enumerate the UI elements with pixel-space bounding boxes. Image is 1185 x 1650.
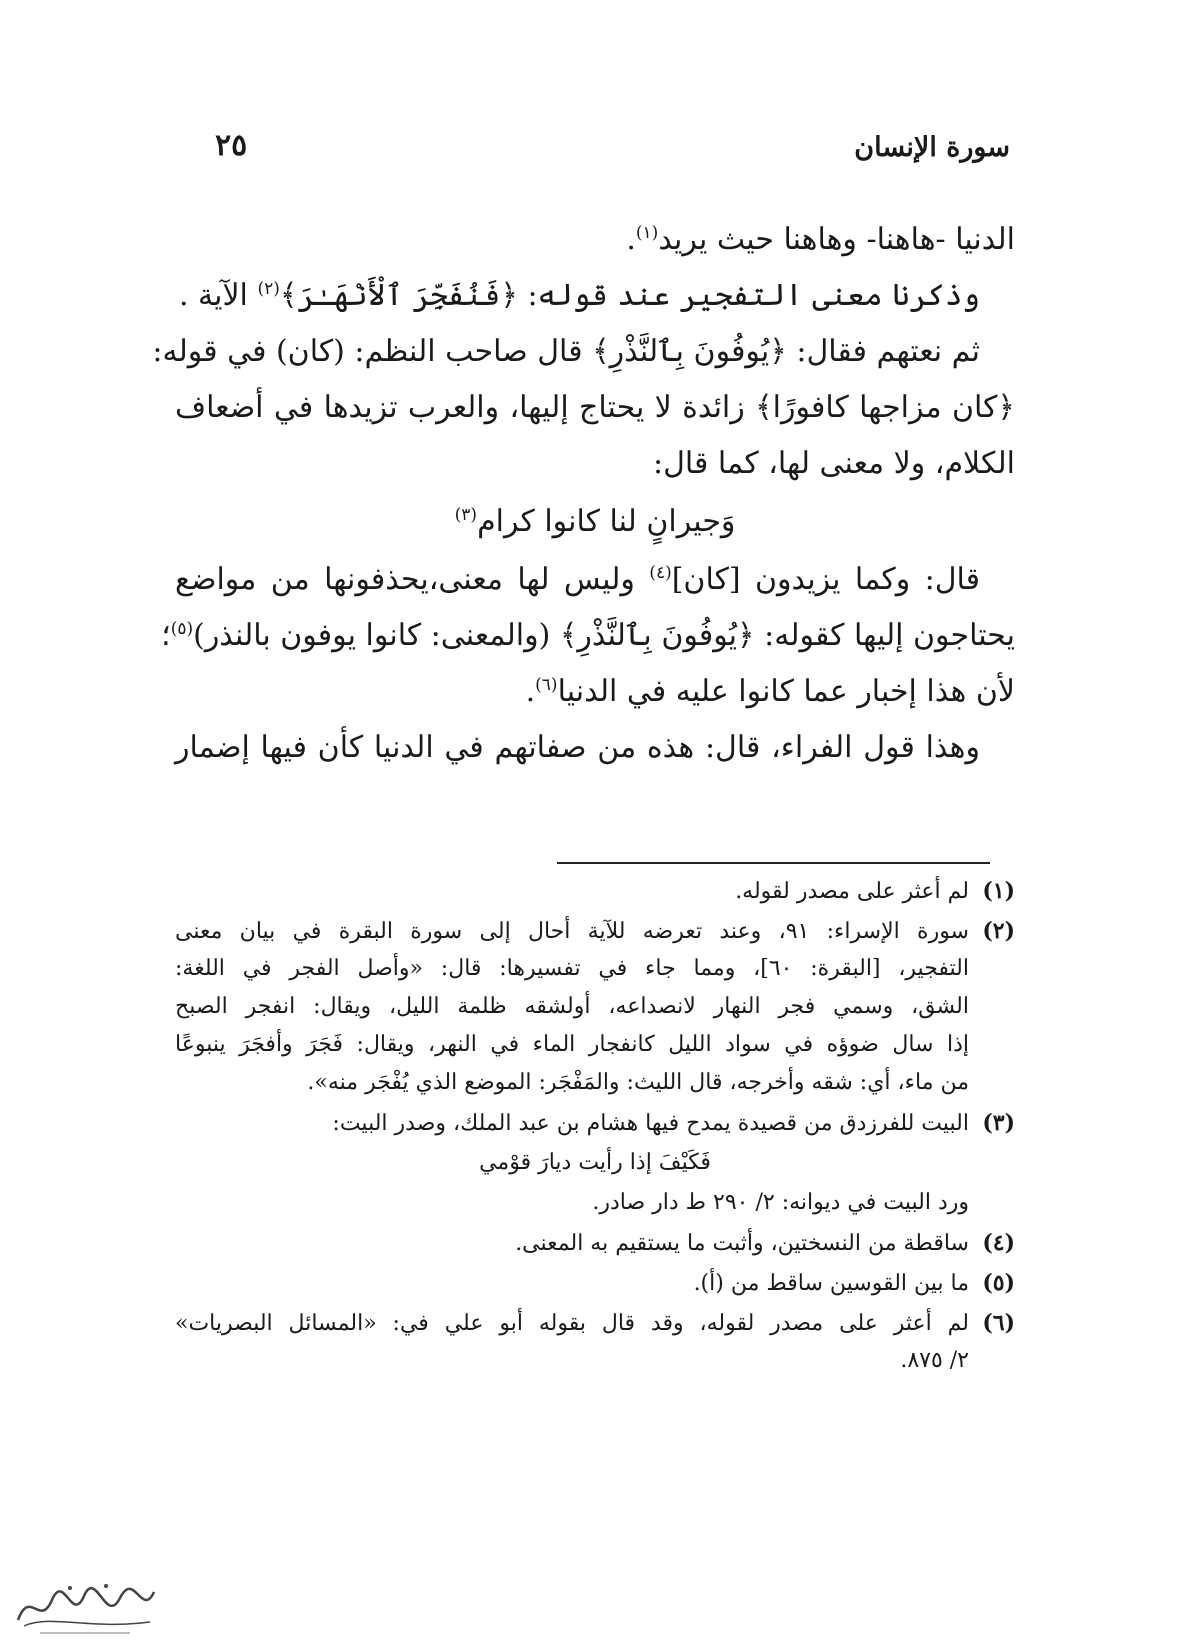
text-line-1: الدنيا -هاهنا- وهاهنا حيث يريد$^{(١)}$. (626, 222, 1015, 257)
footnote-2-line: من ماء، أي: شقه وأخرجه، قال الليث: والمَفْجَر: الموضع الذي يُفْجَر منه». (307, 1070, 969, 1095)
footnote-2-line: إذا سال ضوؤه في سواد الليل كانفجار الماء في النهر، ويقال: فَجَرَ وأفجَرَ ينبوعًا (175, 1032, 969, 1057)
footnote-ref[interactable]: (٢) (257, 279, 280, 299)
footnote-1: (١)لم أعثر على مصدر لقوله. (735, 878, 1015, 904)
footnote-ref[interactable]: (٥) (170, 619, 194, 639)
footnote-2-line: التفجير، [البقرة: ٦٠]، ومما جاء في تفسيرها: قال: «وأصل الفجر في اللغة: (175, 956, 969, 981)
footnote-separator (557, 862, 990, 864)
text-line-3: ثم نعتهم فقال: ﴿يُوفُونَ بِٱلنَّذْرِ﴾ قال صاحب النظم: (كان) في قوله: (152, 334, 980, 369)
footnote-3-line: ورد البيت في ديوانه: ٢/ ٢٩٠ ط دار صادر. (592, 1190, 969, 1215)
footnote-ref[interactable]: (٣) (454, 505, 478, 525)
footnote-5: (٥)ما بين القوسين ساقط من (أ). (693, 1270, 1015, 1296)
page-number: ٢٥ (215, 128, 248, 163)
text-line-9: لأن هذا إخبار عما كانوا عليه في الدنيا$^{(٦)}$. (525, 674, 1015, 709)
footnote-ref[interactable]: (١) (635, 223, 659, 243)
footnote-ref[interactable]: (٦) (535, 675, 558, 695)
footnote-2-line: الشق، وسمي فجر النهار لانصداعه، أولشقه ظلمة الليل، ويقال: انفجر الصبح (175, 994, 969, 1019)
surah-title: سورة الإنسان (854, 132, 1010, 163)
page-header (215, 128, 1010, 172)
publisher-logo-icon (10, 1578, 160, 1638)
footnote-6: (٦)لم أعثر على مصدر لقوله، وقد قال بقوله أبو علي في: «المسائل البصريات» (175, 1310, 1015, 1336)
footnote-6-line: ٢/ ٨٧٥. (900, 1348, 969, 1373)
text-line-4: ﴿كان مزاجها كافورًا﴾ زائدة لا يحتاج إليها، والعرب تزيدها في أضعاف (175, 390, 1015, 425)
text-line-7: قال: وكما يزيدون [كان]$^{(٤)}$ وليس لها معنى،يحذفونها من مواضع (175, 562, 980, 597)
verse-line: وَجيرانٍ لنا كانوا كرام$^{(٣)}$ (454, 504, 736, 539)
text-line-10: وهذا قول الفراء، قال: هذه من صفاتهم في الدنيا كأن فيها إضمار (175, 730, 980, 765)
footnote-3: (٣)البيت للفرزدق من قصيدة يمدح فيها هشام بن عبد الملك، وصدر البيت: (332, 1110, 1015, 1136)
footnote-ref[interactable]: (٤) (649, 563, 672, 583)
footnote-4: (٤)ساقطة من النسختين، وأثبت ما يستقيم به المعنى. (515, 1230, 1015, 1256)
footnote-2: (٢)سورة الإسراء: ٩١، وعند تعرضه للآية أحال إلى سورة البقرة في بيان معنى (175, 918, 1015, 944)
footnote-3-verse: فَكَيْفَ إذا رأيت ديارَ قوْمي (479, 1150, 711, 1175)
text-line-2: وذكرنا معنى التفجير عند قوله: ﴿فَنُفَجِّرَ ٱلْأَنْهَـٰرَ﴾$^{(٢)}$ الآية . (178, 278, 980, 313)
text-line-8: يحتاجون إليها كقوله: ﴿يُوفُونَ بِٱلنَّذْرِ﴾ (والمعنى: كانوا يوفون بالنذر)$^{(٥)}$؛ (161, 618, 1015, 653)
text-line-5: الكلام، ولا معنى لها، كما قال: (652, 446, 1015, 481)
